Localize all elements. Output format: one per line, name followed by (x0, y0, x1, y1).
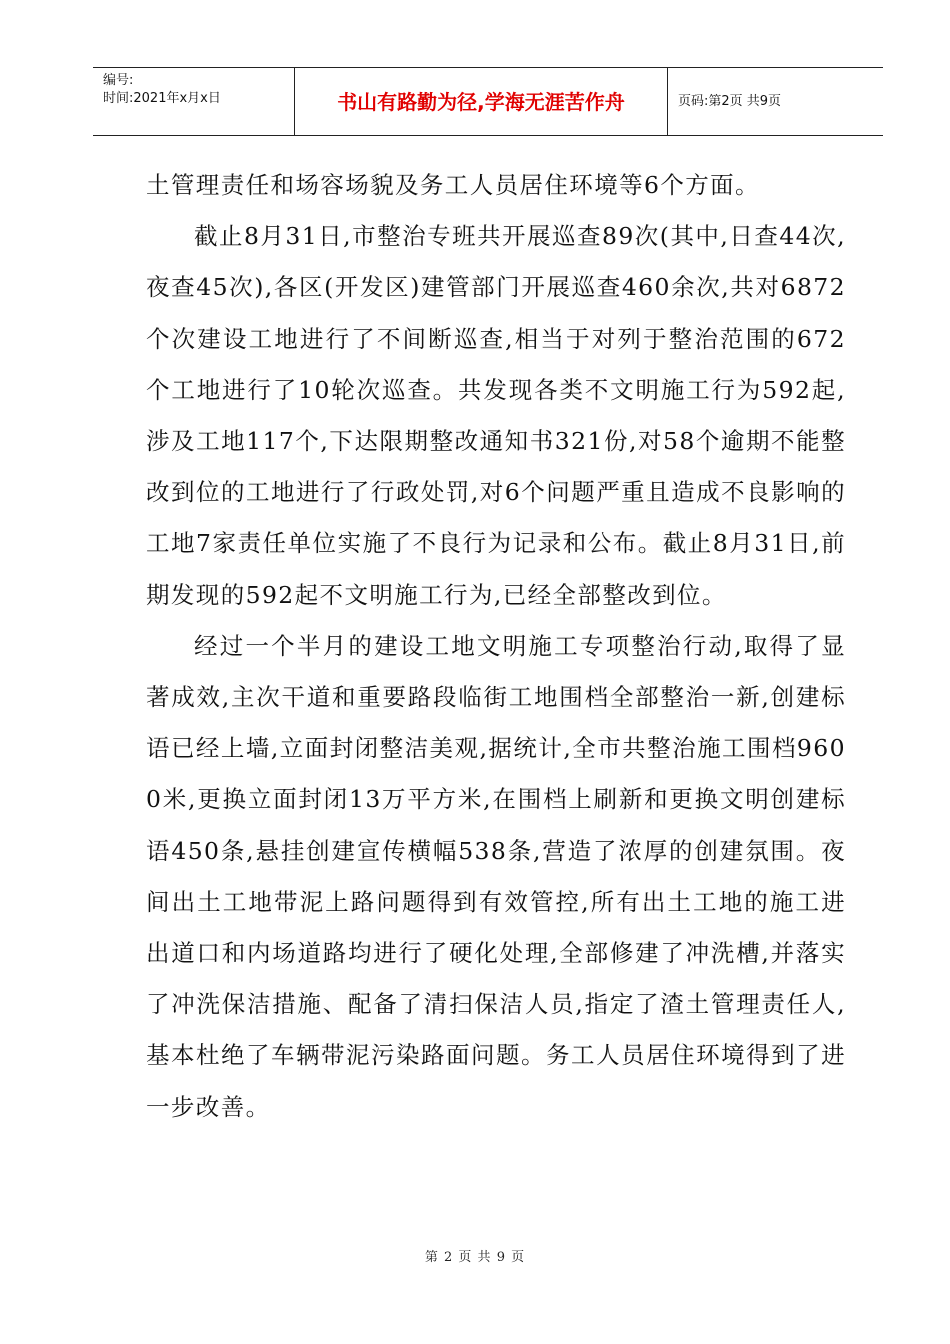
page-header (93, 67, 883, 136)
paragraph-results: 经过一个半月的建设工地文明施工专项整治行动,取得了显著成效,主次干道和重要路段临街工地围档全部整治一新,创建标语已经上墙,立面封闭整洁美观,据统计,全市共整治施工围档9600米,更换立面封闭13万平方米,在围档上刷新和更换文明创建标语450条,悬挂创建宣传横幅538条,营造了浓厚的创建氛围。夜间出土工地带泥上路问题得到有效管控,所有出土工地的施工进出道口和内场道路均进行了硬化处理,全部修建了冲洗槽,并落实了冲洗保洁措施、配备了清扫保洁人员,指定了渣土管理责任人,基本杜绝了车辆带泥污染路面问题。务工人员居住环境得到了进一步改善。 (146, 631, 846, 1121)
header-meta (103, 72, 221, 108)
page-footer: 第 2 页 共 9 页 (424, 1250, 526, 1265)
header-divider-right (667, 68, 668, 136)
paragraph-inspection-stats: 截止8月31日,市整治专班共开展巡查89次(其中,日查44次,夜查45次),各区(开发区)建管部门开展巡查460余次,共对6872个次建设工地进行了不间断巡查,相当于对列于整治范围的672个工地进行了10轮次巡查。共发现各类不文明施工行为592起,涉及工地117个,下达限期整改通知书321份,对58个逾期不能整改到位的工地进行了行政处罚,对6个问题严重且造成不良影响的工地7家责任单位实施了不良行为记录和公布。截止8月31日,前期发现的592起不文明施工行为,已经全部整改到位。 (146, 222, 846, 609)
code-label: 编号: (103, 73, 134, 88)
header-motto: 书山有路勤为径,学海无涯苦作舟 (337, 90, 625, 114)
paragraph-continuation: 土管理责任和场容场貌及务工人员居住环境等6个方面。 (146, 171, 760, 199)
document-body (146, 160, 846, 1133)
header-page-number: 页码:第2页 共9页 (678, 94, 782, 109)
time-label: 时间:2021年x月x日 (103, 91, 221, 106)
